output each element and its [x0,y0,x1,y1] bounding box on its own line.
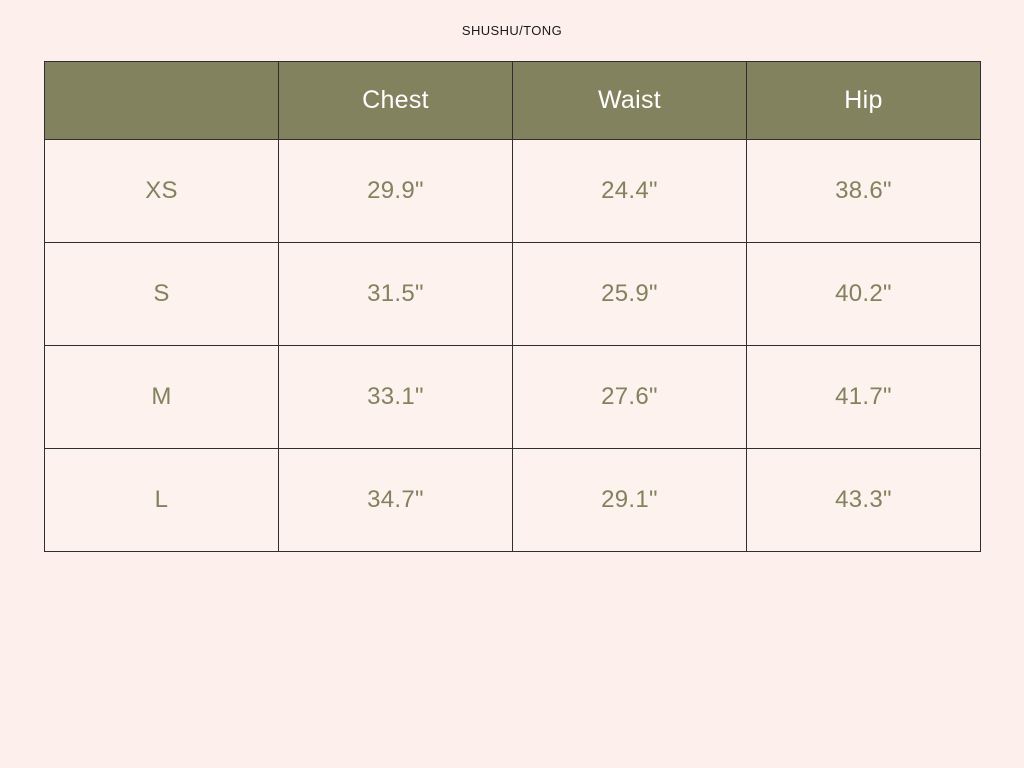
table-row [45,449,981,552]
size-chart-container [44,61,980,552]
table-header-hip: Hip [747,62,981,140]
table-header-waist: Waist [513,62,747,140]
row-size-label: S [45,243,279,346]
table-body [45,140,981,552]
table-header [45,62,981,140]
table-row [45,140,981,243]
cell-waist: 24.4" [513,140,747,243]
cell-chest: 33.1" [279,346,513,449]
cell-chest: 31.5" [279,243,513,346]
cell-waist: 25.9" [513,243,747,346]
row-size-label: XS [45,140,279,243]
table-header-row [45,62,981,140]
cell-chest: 34.7" [279,449,513,552]
table-row [45,243,981,346]
cell-hip: 38.6" [747,140,981,243]
table-row [45,346,981,449]
table-header-corner [45,62,279,140]
cell-chest: 29.9" [279,140,513,243]
cell-waist: 27.6" [513,346,747,449]
cell-hip: 40.2" [747,243,981,346]
cell-hip: 43.3" [747,449,981,552]
brand-title: SHUSHU/TONG [461,23,563,38]
cell-hip: 41.7" [747,346,981,449]
row-size-label: L [45,449,279,552]
cell-waist: 29.1" [513,449,747,552]
table-header-chest: Chest [279,62,513,140]
row-size-label: M [45,346,279,449]
size-chart-table [44,61,981,552]
